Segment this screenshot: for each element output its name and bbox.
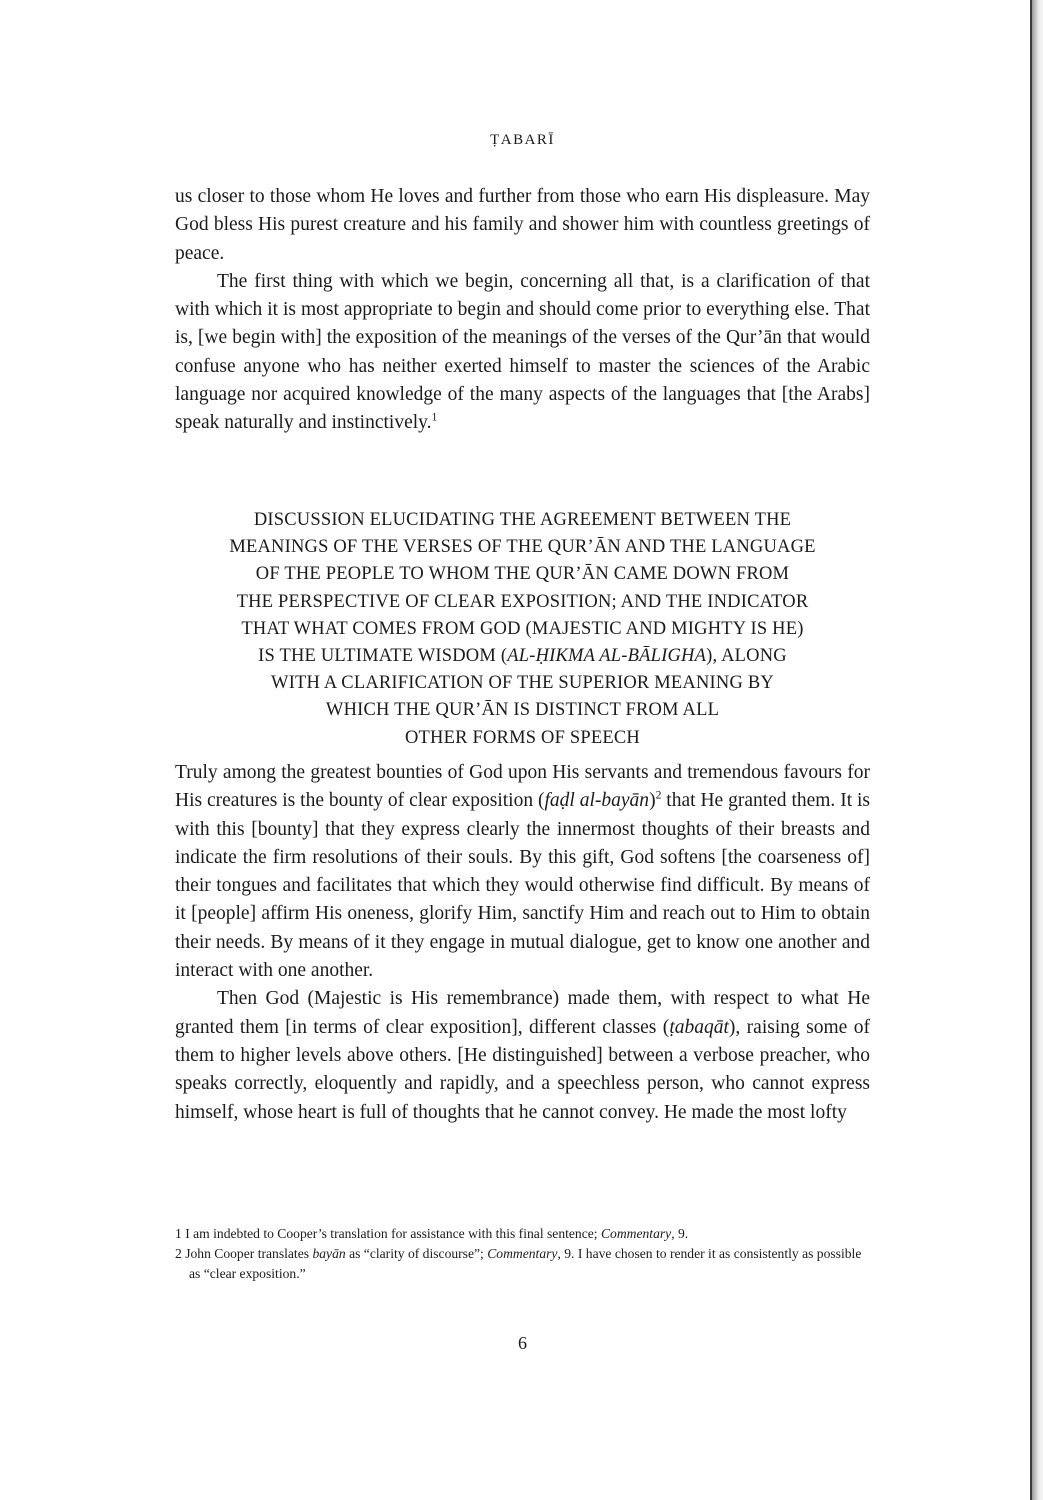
heading-text: IS THE ULTIMATE WISDOM ( <box>258 646 508 667</box>
paragraph-text: ), raising some of them to higher levels above others. [He distinguished] between a verbose preacher, who speaks correctly, eloquently and rapidly, and a speechless person, who cannot express himself, whose heart is full of thoughts that he cannot convey. He made the most lofty <box>175 1016 870 1123</box>
heading-line: OTHER FORMS OF SPEECH <box>405 727 640 748</box>
heading-italic: AL-ḤIKMA AL-BĀLIGHA <box>507 646 707 667</box>
footnote-number: 2 <box>175 1246 182 1261</box>
footnote-text: John Cooper translates <box>181 1246 313 1261</box>
footnote-text: , 9. <box>671 1226 689 1241</box>
italic-term: faḍl al-bayān <box>544 790 650 812</box>
heading-line <box>175 643 870 670</box>
paragraph <box>175 985 870 1126</box>
paragraph-text: Then God (Majestic is His remembrance) made them, with respect to what He granted them [in terms of clear exposition], different classes ( <box>175 988 870 1038</box>
body-text <box>175 759 870 1127</box>
paragraph <box>175 759 870 985</box>
page-edge-shadow <box>1032 0 1043 1500</box>
intro-text <box>175 183 870 438</box>
heading-line: WITH A CLARIFICATION OF THE SUPERIOR MEANING BY <box>271 673 774 694</box>
paragraph: us closer to those whom He loves and further from those who earn His displeasure. May God bless His purest creature and his family and shower him with countless greetings of peace. <box>175 186 870 264</box>
paragraph-text: The first thing with which we begin, concerning all that, is a clarification of that with which it is most appropriate to begin and should come prior to everything else. That is, [we begin with] the exposition of the meanings of the verses of the Qur’ān that would confuse anyone who has neither exerted himself to master the sciences of the Arabic language nor acquired knowledge of the many aspects of the languages that [the Arabs] speak naturally and instinctively. <box>175 270 870 434</box>
footnote-ref: 2 <box>655 788 662 802</box>
footnote-number: 1 <box>175 1226 182 1241</box>
paragraph-text: that He granted them. It is with this [bounty] that they express clearly the innermost thoughts of their breasts and indicate the firm resolutions of their souls. By this gift, God softens [the coarseness of] their tongues and facilitates that which they would otherwise find difficult. By means of it [people] affirm His oneness, glorify Him, sanctify Him and reach out to Him to obtain their needs. By means of it they engage in mutual dialogue, get to know one another and interact with one another. <box>175 790 871 982</box>
heading-text: ), ALONG <box>706 646 787 667</box>
heading-line: WHICH THE QUR’ĀN IS DISTINCT FROM ALL <box>325 700 720 721</box>
running-head: ṬABARĪ <box>490 132 555 148</box>
section-heading <box>175 507 870 752</box>
heading-line: THE PERSPECTIVE OF CLEAR EXPOSITION; AND THE INDICATOR <box>236 591 809 612</box>
footnote <box>175 1224 870 1244</box>
heading-line: DISCUSSION ELUCIDATING THE AGREEMENT BETWEEN THE <box>253 510 792 530</box>
heading-line: MEANINGS OF THE VERSES OF THE QUR’ĀN AND THE LANGUAGE <box>229 537 816 558</box>
footnote <box>175 1244 870 1284</box>
paragraph-text: Truly among the greatest bounties of God upon His servants and tremendous favours for His creatures is the bounty of clear exposition ( <box>175 762 870 812</box>
footnote-italic: Commentary <box>487 1246 558 1261</box>
footnote-text: as “clarity of discourse”; <box>345 1246 488 1261</box>
paragraph <box>175 268 870 438</box>
paragraph-text: ) <box>649 790 656 812</box>
page-number: 6 <box>518 1333 527 1353</box>
footnote-text: , 9. I have chosen to render it as consistently as possible as “clear exposition.” <box>189 1246 862 1281</box>
footnote-italic: Commentary <box>600 1226 672 1241</box>
footnote-text: I am indebted to Cooper’s translation for assistance with this final sentence; <box>181 1226 601 1241</box>
footnotes <box>175 1224 870 1284</box>
heading-line: OF THE PEOPLE TO WHOM THE QUR’ĀN CAME DOWN FROM <box>255 564 790 585</box>
heading-line: THAT WHAT COMES FROM GOD (MAJESTIC AND MIGHTY IS HE) <box>241 618 804 639</box>
italic-term: ṭabaqāt <box>669 1016 729 1038</box>
footnote-ref: 1 <box>431 410 438 424</box>
footnote-italic: bayān <box>312 1246 346 1261</box>
